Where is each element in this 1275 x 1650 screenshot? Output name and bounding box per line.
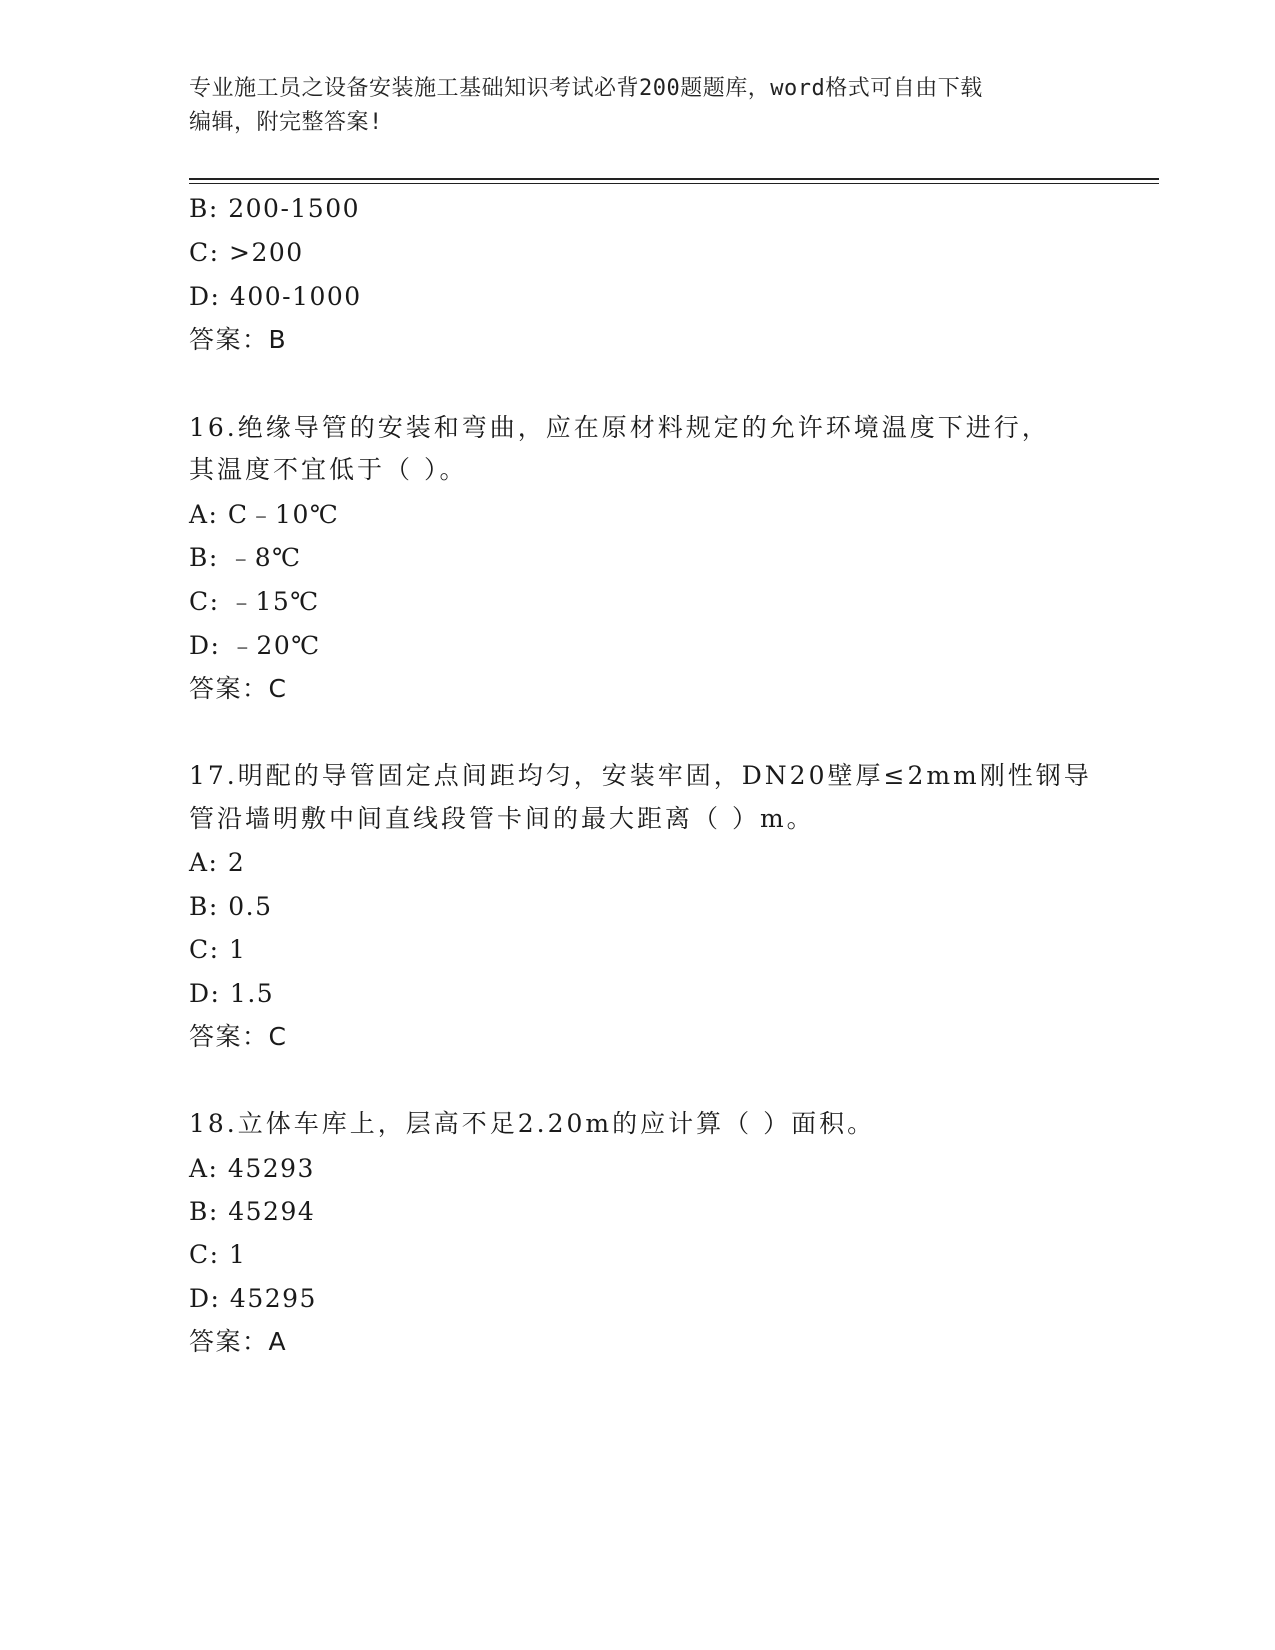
q16-stem-line-2: 其温度不宜低于（ ）。 bbox=[189, 455, 468, 484]
q18-option-b: B: 45294 bbox=[189, 1197, 316, 1226]
q18-option-c: C: 1 bbox=[189, 1240, 247, 1269]
q18-stem: 18.立体车库上，层高不足2.20m的应计算（ ）面积。 bbox=[189, 1109, 876, 1138]
q18-option-d: D: 45295 bbox=[189, 1284, 317, 1313]
q15-answer: 答案：B bbox=[189, 325, 288, 354]
q17-answer: 答案：C bbox=[189, 1022, 288, 1051]
q17-stem-line-1: 17.明配的导管固定点间距均匀，安装牢固，DN20壁厚≤2mm刚性钢导 bbox=[189, 761, 1092, 790]
q15-option-c: C: >200 bbox=[189, 238, 304, 267]
q16-answer: 答案：C bbox=[189, 674, 288, 703]
q16-option-a: A: C﹣10℃ bbox=[189, 500, 340, 529]
document-header bbox=[189, 72, 1069, 140]
header-divider-thin bbox=[189, 183, 1159, 184]
q17-option-a: A: 2 bbox=[189, 848, 246, 877]
header-title-line-2: 编辑，附完整答案! bbox=[189, 110, 383, 135]
q17-option-d: D: 1.5 bbox=[189, 979, 275, 1008]
q18-option-a: A: 45293 bbox=[189, 1154, 315, 1183]
q16-option-d: D: ﹣20℃ bbox=[189, 631, 321, 660]
q17-stem-line-2: 管沿墙明敷中间直线段管卡间的最大距离（ ）m。 bbox=[189, 804, 815, 833]
q17-option-b: B: 0.5 bbox=[189, 892, 273, 921]
q16-option-b: B: ﹣8℃ bbox=[189, 543, 302, 572]
q16-stem-line-1: 16.绝缘导管的安装和弯曲，应在原材料规定的允许环境温度下进行， bbox=[189, 413, 1050, 442]
q17-option-c: C: 1 bbox=[189, 935, 247, 964]
q15-option-d: D: 400-1000 bbox=[189, 282, 362, 311]
header-divider-thick bbox=[189, 178, 1159, 180]
q18-answer: 答案：A bbox=[189, 1327, 288, 1356]
q16-option-c: C: ﹣15℃ bbox=[189, 587, 320, 616]
q15-option-b: B: 200-1500 bbox=[189, 194, 361, 223]
header-title-line-1: 专业施工员之设备安装施工基础知识考试必背200题题库，word格式可自由下载 bbox=[189, 76, 983, 101]
